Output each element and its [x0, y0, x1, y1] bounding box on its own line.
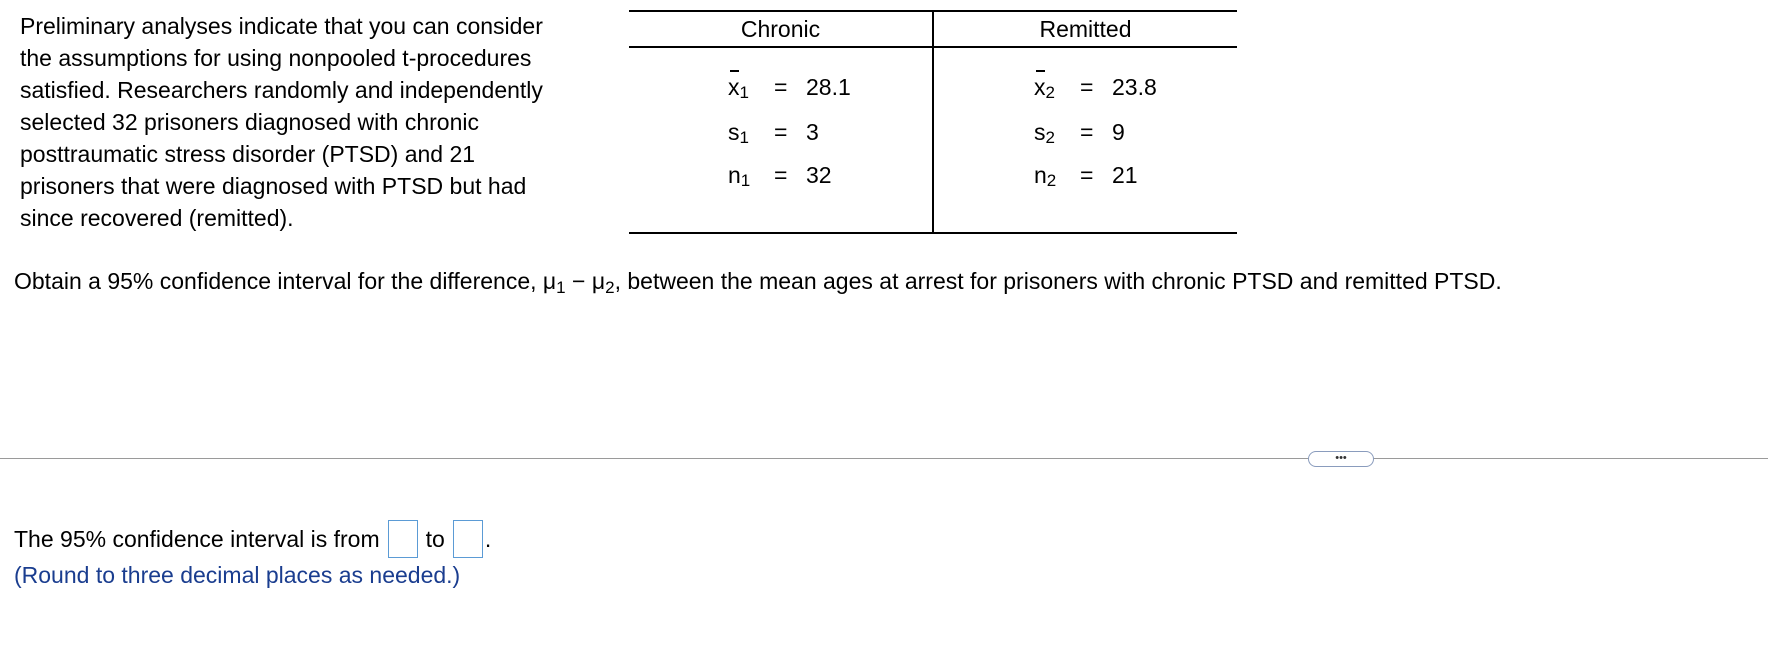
upper-bound-input[interactable]	[453, 520, 483, 558]
intro-line: selected 32 prisoners diagnosed with chronic	[20, 109, 479, 135]
intro-line: the assumptions for using nonpooled t-procedures	[20, 45, 532, 71]
xbar1-symbol: x	[728, 74, 740, 100]
remitted-n-value: 21	[1112, 162, 1138, 188]
n1-symbol: n	[728, 162, 741, 188]
problem-intro	[20, 10, 620, 234]
intro-line: prisoners that were diagnosed with PTSD but had	[20, 173, 527, 199]
lower-bound-input[interactable]	[388, 520, 418, 558]
xbar2-symbol: x	[1034, 74, 1046, 100]
intro-line: satisfied. Researchers randomly and independently	[20, 77, 543, 103]
sample-statistics-table: Chronic Remitted $x_1$ = 28.1 $s_1$ = 3 $n_1$ = 32 $x_2$ = 23.8 $s_2$ = 9 $n_2$ = 21	[629, 10, 1237, 234]
remitted-column-header: Remitted	[1039, 16, 1132, 42]
chronic-sd-value: 3	[806, 119, 819, 145]
chronic-n-value: 32	[806, 162, 832, 188]
answer-prompt: The 95% confidence interval is from to .	[14, 520, 491, 558]
remitted-mean-value: 23.8	[1112, 74, 1157, 100]
chronic-mean-value: 28.1	[806, 74, 851, 100]
s2-symbol: s	[1034, 119, 1046, 145]
more-button[interactable]: •••	[1308, 451, 1374, 467]
s1-symbol: s	[728, 119, 740, 145]
chronic-column-header: Chronic	[740, 16, 821, 42]
column-divider	[932, 12, 934, 232]
intro-line: since recovered (remitted).	[20, 205, 294, 231]
section-divider	[0, 458, 1768, 459]
n2-symbol: n	[1034, 162, 1047, 188]
question-text: Obtain a 95% confidence interval for the difference, $\mu_1 - \mu_2$, between the mean ages at arrest for prisoners with chronic PTSD and remitted PTSD.	[14, 268, 1502, 297]
rounding-hint: (Round to three decimal places as needed.)	[14, 562, 461, 588]
intro-line: posttraumatic stress disorder (PTSD) and 21	[20, 141, 476, 167]
remitted-sd-value: 9	[1112, 119, 1125, 145]
intro-line: Preliminary analyses indicate that you can consider	[20, 13, 543, 39]
